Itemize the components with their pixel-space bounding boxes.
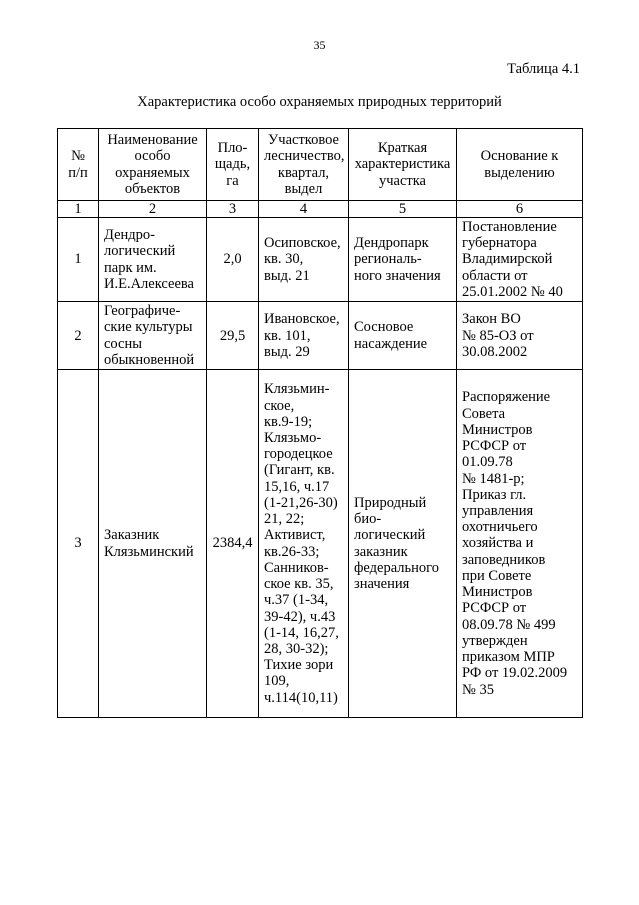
location-cell: Ивановское, кв. 101, выд. 29 [259,302,349,370]
row-number: 1 [58,218,99,302]
header-cell-location: Участковое лесничество, квартал, выдел [259,129,349,201]
header-cell-name: Наименование особо охраняемых объектов [99,129,207,201]
description-cell: Сосновое насаждение [349,302,457,370]
area-value: 2384,4 [207,370,259,718]
table-row [58,302,583,370]
table-row [58,370,583,718]
header-cell-num: № п/п [58,129,99,201]
column-number: 5 [349,201,457,218]
header-cell-area: Пло- щадь, га [207,129,259,201]
description-cell: Дендропарк региональ- ного значения [349,218,457,302]
table-title: Характеристика особо охраняемых природных территорий [137,94,502,110]
column-numbers-row [58,201,583,218]
page-number: 35 [313,38,326,52]
location-cell: Клязьмин- ское, кв.9-19; Клязьмо- городецкое (Гигант, кв. 15,16, ч.17 (1-21,26-30) 21, 22; Активист, кв.26-33; Санников- ское кв. 35, ч.37 (1-34, 39-42), ч.43 (1-14, 16,27, 28, 30-32); Тихие зори 109, ч.114(10,11) [259,370,349,718]
row-number: 3 [58,370,99,718]
protected-areas-table [57,128,583,718]
basis-cell: Постановление губернатора Владимирской области от 25.01.2002 № 40 [457,218,583,302]
header-cell-basis: Основание к выделению [457,129,583,201]
basis-cell: Распоряжение Совета Министров РСФСР от 01.09.78 № 1481-р; Приказ гл. управления охотничьего хозяйства и заповедников при Совете Министров РСФСР от 08.09.78 № 499 утвержден приказом МПР РФ от 19.02.2009 № 35 [457,370,583,718]
row-number: 2 [58,302,99,370]
column-number: 4 [259,201,349,218]
column-number: 3 [207,201,259,218]
basis-cell: Закон ВО № 85-ОЗ от 30.08.2002 [457,302,583,370]
location-cell: Осиповское, кв. 30, выд. 21 [259,218,349,302]
object-name: Географиче- ские культуры сосны обыкновенной [99,302,207,370]
table-header-row [58,129,583,201]
column-number: 2 [99,201,207,218]
column-number: 1 [58,201,99,218]
table-label: Таблица 4.1 [507,61,580,77]
description-cell: Природный био- логический заказник федерального значения [349,370,457,718]
header-cell-description: Краткая характеристика участка [349,129,457,201]
object-name: Заказник Клязьминский [99,370,207,718]
area-value: 29,5 [207,302,259,370]
object-name: Дендро- логический парк им. И.Е.Алексеева [99,218,207,302]
column-number: 6 [457,201,583,218]
area-value: 2,0 [207,218,259,302]
table-row [58,218,583,302]
